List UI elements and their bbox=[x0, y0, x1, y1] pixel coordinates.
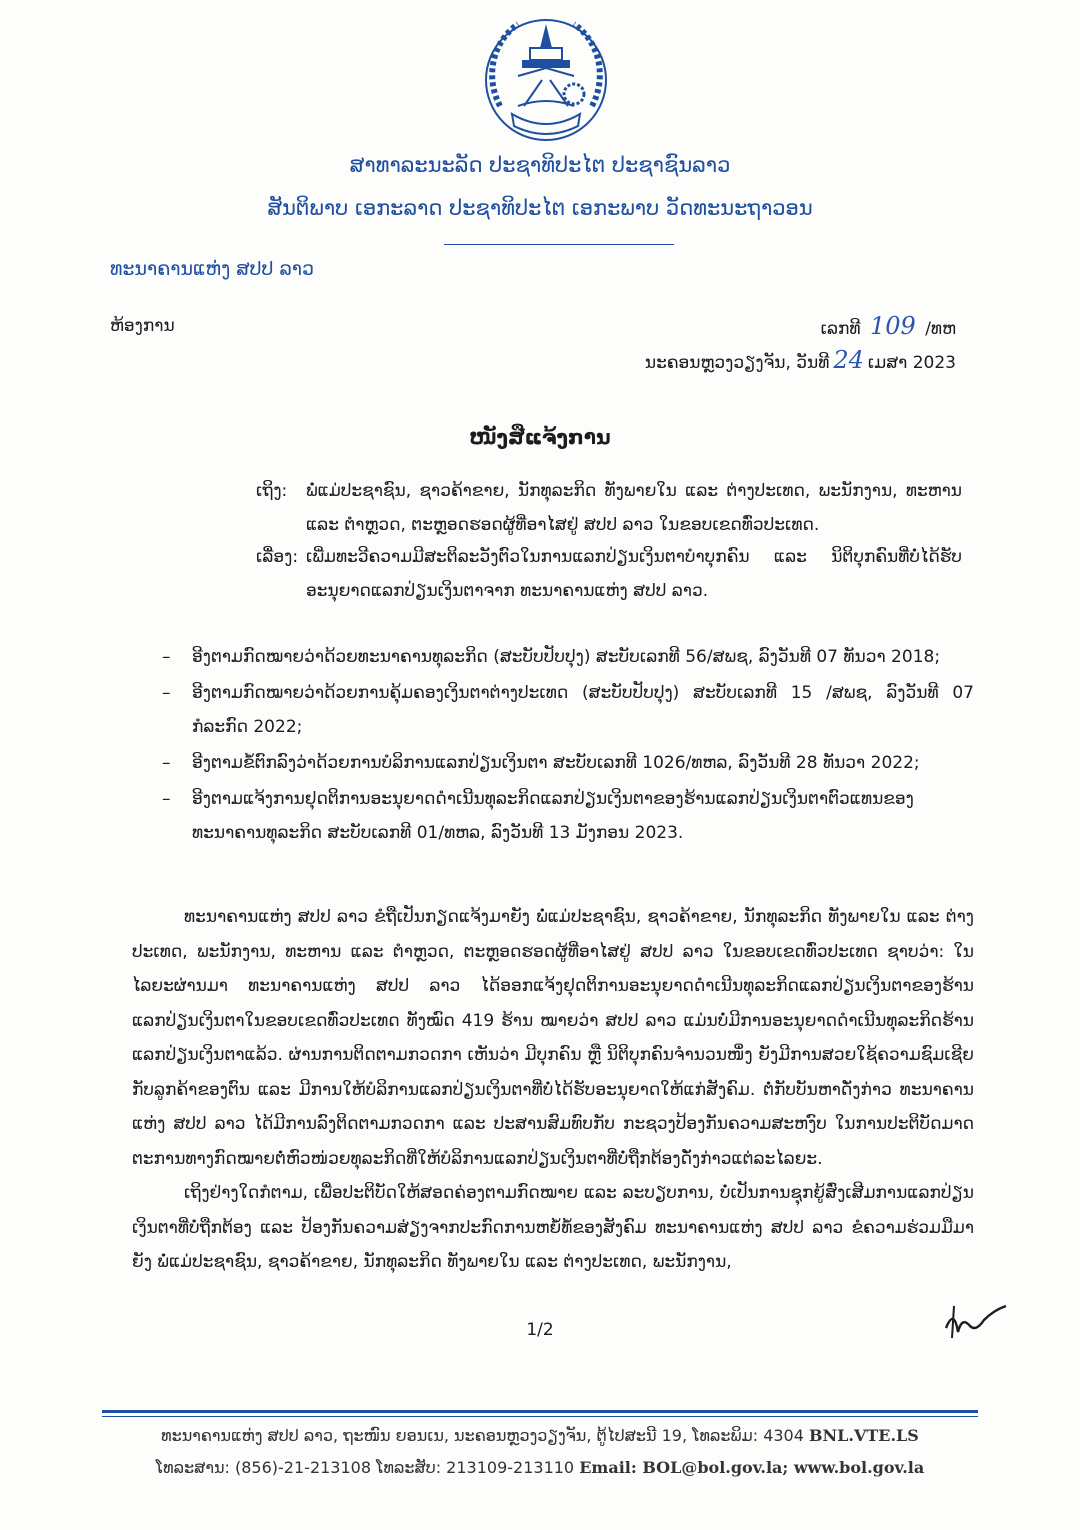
footer-divider-thin bbox=[102, 1416, 978, 1417]
document-number-label: ເລກທີ bbox=[820, 319, 861, 339]
bullet-dash-icon: – bbox=[162, 647, 171, 667]
national-emblem-icon bbox=[478, 10, 614, 146]
footer-contact bbox=[0, 1458, 1080, 1477]
date-suffix: ເມສາ 2023 bbox=[867, 353, 956, 373]
bullet-dash-icon: – bbox=[162, 753, 171, 773]
recipients-text: ພໍ່ແມ່ປະຊາຊົນ, ຊາວຄ້າຂາຍ, ນັກທຸລະກິດ ທັງພາຍໃນ ແລະ ຕ່າງປະເທດ, ພະນັກງານ, ທະຫານ ແລະ ຕຳຫຼວດ, ຕະຫຼອດຮອດຜູ້ທີ່ອາໄສຢູ່ ສປປ ລາວ ໃນຂອບເຂດທົ່ວປະເທດ. bbox=[306, 481, 962, 535]
footer-email: Email: BOL@bol.gov.la; www.bol.gov.la bbox=[579, 1458, 925, 1477]
document-number bbox=[821, 312, 956, 340]
document-date bbox=[645, 346, 956, 374]
references-list bbox=[162, 640, 974, 852]
header-divider bbox=[444, 244, 674, 245]
country-name: ສາທາລະນະລັດ ປະຊາທິປະໄຕ ປະຊາຊົນລາວ bbox=[349, 153, 731, 177]
subject-text: ເພີ່ມທະວີຄວາມມີສະຕິລະວັງຕົວໃນການແລກປ່ຽນເງິນຕາບຳບຸກຄົນ ແລະ ນິຕິບຸກຄົນທີ່ບໍ່ໄດ້ຮັບອະນຸຍາດແລກປ່ຽນເງິນຕາຈາກ ທະນາຄານແຫ່ງ ສປປ ລາວ. bbox=[306, 547, 962, 601]
recipients-block bbox=[256, 474, 962, 542]
reference-item: – ອີງຕາມແຈ້ງການຢຸດຕິການອະນຸຍາດດຳເນີນທຸລະກິດແລກປ່ຽນເງິນຕາຂອງຮ້ານແລກປ່ຽນເງິນຕາຕົວແທນຂອງທະນາຄານທຸລະກິດ ສະບັບເລກທີ 01/ທຫລ, ລົງວັນທີ 13 ມັງກອນ 2023. bbox=[162, 782, 974, 850]
reference-item: – ອີງຕາມກົດໝາຍວ່າດ້ວຍທະນາຄານທຸລະກິດ (ສະບັບປັບປຸງ) ສະບັບເລກທີ 56/ສພຊ, ລົງວັນທີ 07 ທັນວາ 2018; bbox=[162, 640, 974, 674]
recipients-label: ເຖິງ: bbox=[256, 481, 288, 501]
date-day: 24 bbox=[833, 346, 864, 374]
bullet-dash-icon: – bbox=[162, 683, 171, 703]
footer-phone: ໂທລະສານ: (856)-21-213108 ໂທລະສັບ: 213109-213110 bbox=[155, 1458, 575, 1477]
document-title: ໜັງສືແຈ້ງການ bbox=[469, 425, 611, 449]
footer-address: ທະນາຄານແຫ່ງ ສປປ ລາວ, ຖະໜົນ ຍອນເນ, ນະຄອນຫຼວງວຽງຈັນ, ຕູ້ໄປສະນີ 19, ໂທລະພິມ: 4304 BNL.VTE.LS bbox=[161, 1426, 919, 1445]
body-paragraph: ທະນາຄານແຫ່ງ ສປປ ລາວ ຂໍຖືເປັນກຽດແຈ້ງມາຍັງ ພໍ່ແມ່ປະຊາຊົນ, ຊາວຄ້າຂາຍ, ນັກທຸລະກິດ ທັງພາຍໃນ ແລະ ຕ່າງປະເທດ, ພະນັກງານ, ທະຫານ ແລະ ຕຳຫຼວດ, ຕະຫຼອດຮອດຜູ້ທີ່ອາໄສຢູ່ ສປປ ລາວ ໃນຂອບເຂດທົ່ວປະເທດ ຊາບວ່າ: ໃນໄລຍະຜ່ານມາ ທະນາຄານແຫ່ງ ສປປ ລາວ ໄດ້ອອກແຈ້ງຢຸດຕິການອະນຸຍາດດຳເນີນທຸລະກິດແລກປ່ຽນເງິນຕາຂອງຮ້ານແລກປ່ຽນເງິນຕາໃນຂອບເຂດທົ່ວປະເທດ ທັງໝົດ 419 ຮ້ານ ໝາຍວ່າ ສປປ ລາວ ແມ່ນບໍ່ມີການອະນຸຍາດດຳເນີນທຸລະກິດຮ້ານແລກປ່ຽນເງິນຕາແລ້ວ. ຜ່ານການຕິດຕາມກວດກາ ເຫັນວ່າ ມີບຸກຄົນ ຫຼື ນິຕິບຸກຄົນຈຳນວນໜຶ່ງ ຍັງມີການສວຍໃຊ້ຄວາມຊົມເຊີຍກັບລູກຄ້າຂອງຕົນ ແລະ ມີການໃຫ້ບໍລິການແລກປ່ຽນເງິນຕາທີ່ບໍ່ໄດ້ຮັບອະນຸຍາດໃຫ້ແກ່ສັງຄົມ. ຕໍ່ກັບບັນຫາດັ່ງກ່າວ ທະນາຄານແຫ່ງ ສປປ ລາວ ໄດ້ມີການລົງຕິດຕາມກວດກາ ແລະ ປະສານສົມທົບກັບ ກະຊວງປ້ອງກັນຄວາມສະຫງົບ ໃນການປະຕິບັດມາດຕະການທາງກົດໝາຍຕໍ່ຫົວໜ່ວຍທຸລະກິດທີ່ໃຫ້ບໍລິການແລກປ່ຽນເງິນຕາທີ່ບໍ່ຖືກຕ້ອງດັ່ງກ່າວແຕ່ລະໄລຍະ. bbox=[132, 907, 974, 1169]
bullet-dash-icon: – bbox=[162, 789, 171, 809]
body-paragraph: ເຖິງຢ່າງໃດກໍຕາມ, ເພື່ອປະຕິບັດໃຫ້ສອດຄ່ອງຕາມກົດໝາຍ ແລະ ລະບຽບການ, ບໍ່ເປັນການຊຸກຍູ້ສົ່ງເສີມການແລກປ່ຽນເງິນຕາທີ່ບໍ່ຖືກຕ້ອງ ແລະ ປ້ອງກັນຄວາມສ່ຽງຈາກປະກົດການຫຍໍ້ທໍ້ຂອງສັງຄົມ ທະນາຄານແຫ່ງ ສປປ ລາວ ຂໍຄວາມຮ່ວມມືມາຍັງ ພໍ່ແມ່ປະຊາຊົນ, ຊາວຄ້າຂາຍ, ນັກທຸລະກິດ ທັງພາຍໃນ ແລະ ຕ່າງປະເທດ, ພະນັກງານ, bbox=[132, 1183, 974, 1272]
body-text bbox=[132, 900, 974, 1280]
footer-telex: BNL.VTE.LS bbox=[809, 1426, 919, 1445]
reference-item: – ອີງຕາມກົດໝາຍວ່າດ້ວຍການຄຸ້ມຄອງເງິນຕາຕ່າງປະເທດ (ສະບັບປັບປຸງ) ສະບັບເລກທີ 15 /ສພຊ, ລົງວັນທີ 07 ກໍລະກົດ 2022; bbox=[162, 676, 974, 744]
initials-signature-icon bbox=[940, 1298, 1010, 1344]
footer-divider bbox=[102, 1410, 978, 1413]
subject-label: ເລື່ອງ: bbox=[256, 547, 299, 567]
subject-block bbox=[256, 540, 962, 608]
national-motto: ສັນຕິພາບ ເອກະລາດ ປະຊາທິປະໄຕ ເອກະພາບ ວັດທະນະຖາວອນ bbox=[267, 196, 813, 220]
reference-item: – ອີງຕາມຂໍ້ຕົກລົງວ່າດ້ວຍການບໍລິການແລກປ່ຽນເງິນຕາ ສະບັບເລກທີ 1026/ທຫລ, ລົງວັນທີ 28 ທັນວາ 2022; bbox=[162, 746, 974, 780]
document-number-value: 109 bbox=[869, 312, 916, 340]
date-prefix: ນະຄອນຫຼວງວຽງຈັນ, ວັນທີ bbox=[644, 353, 830, 373]
page-number: 1/2 bbox=[526, 1320, 554, 1340]
issuer-department: ຫ້ອງການ bbox=[110, 316, 175, 336]
document-number-suffix: /ທຫ bbox=[925, 319, 956, 339]
issuer-name: ທະນາຄານແຫ່ງ ສປປ ລາວ bbox=[110, 258, 315, 280]
